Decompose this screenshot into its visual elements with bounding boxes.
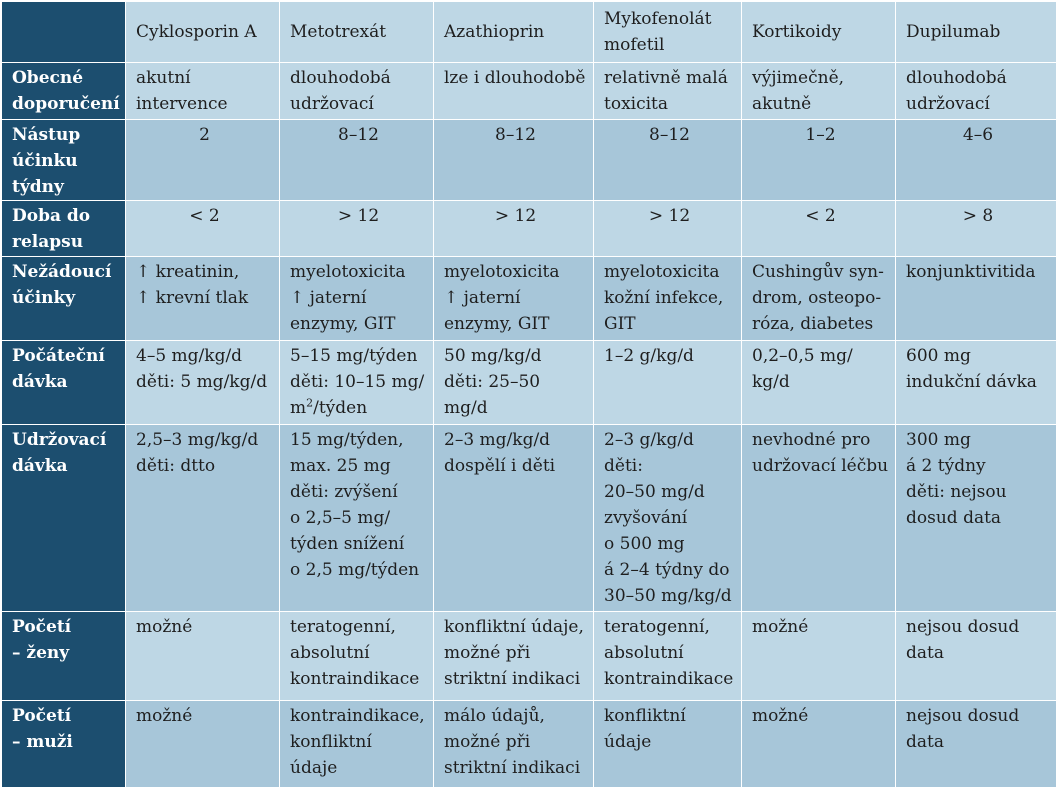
table-cell: 8–12 [434,120,594,201]
cell-line: konjunktivitida [906,262,1036,282]
column-header-line: Mykofenolát [604,9,712,29]
table-cell: 8–12 [594,120,742,201]
table-cell: < 2 [742,201,896,257]
table-cell [126,341,280,425]
table-row [2,120,1057,201]
cell-line: kg/d [752,372,790,392]
cell-line: 2–3 mg/kg/d [444,430,551,450]
cell-line: intervence [136,94,228,114]
table-cell [280,257,434,341]
cell-line: o 500 mg [604,534,685,554]
table-cell [896,425,1057,612]
cell-line: mg/d [444,398,488,418]
table-cell [594,701,742,788]
column-header: Cyklosporin A [126,2,280,63]
cell-line: týden snížení [290,534,405,554]
table-cell [896,341,1057,425]
cell-line: myelotoxicita [290,262,406,282]
table-row [2,425,1057,612]
cell-line: 600 mg [906,346,971,366]
cell-line: Nežádoucí [12,262,112,282]
row-header [2,425,126,612]
table-cell [896,701,1057,788]
table-cell: 1–2 [742,120,896,201]
superscript: 2 [306,396,314,410]
cell-line: myelotoxicita [444,262,560,282]
table-cell: 4–6 [896,120,1057,201]
table-cell: > 12 [280,201,434,257]
table-cell [434,701,594,788]
cell-line: lze i dlouhodobě [444,68,586,88]
cell-line: konfliktní [290,732,372,752]
cell-line: udržovací [906,94,990,114]
cell-line: děti: 5 mg/kg/d [136,372,268,392]
table-cell [126,701,280,788]
cell-line: konfliktní údaje, [444,617,584,637]
cell-line: kontraindikace [604,669,734,689]
cell-line: akutní [136,68,191,88]
cell-line: možné [752,706,809,726]
table-cell [280,425,434,612]
table-cell [594,612,742,701]
table-row [2,612,1057,701]
cell-line: toxicita [604,94,669,114]
cell-line: GIT [604,314,636,334]
table-cell [594,425,742,612]
cell-line: ↑ jaterní [290,288,367,308]
table-row [2,201,1057,257]
cell-line: možné [136,706,193,726]
cell-line: 2–3 g/kg/d [604,430,694,450]
cell-line: 15 mg/týden, [290,430,404,450]
table-cell [434,257,594,341]
row-header [2,257,126,341]
cell-line: údaje [604,732,652,752]
column-header: Azathioprin [434,2,594,63]
cell-line: děti: dtto [136,456,216,476]
column-header: Dupilumab [896,2,1057,63]
table-cell [126,425,280,612]
cell-line: 5–15 mg/týden [290,346,418,366]
row-header [2,701,126,788]
cell-line: á 2–4 týdny do [604,560,730,580]
treatment-comparison-table [1,1,1057,788]
table-cell [126,612,280,701]
row-header [2,120,126,201]
table-cell [280,341,434,425]
cell-line: Počáteční [12,346,105,366]
cell-line: Obecné [12,68,84,88]
table-cell [594,341,742,425]
table-cell [280,612,434,701]
table-cell [594,257,742,341]
cell-line: Početí [12,617,72,637]
table-cell [896,257,1057,341]
cell-line: – muži [12,732,73,752]
cell-line: údaje [290,758,338,778]
cell-line: relapsu [12,232,84,252]
cell-line: striktní indikaci [444,758,581,778]
cell-line: 0,2–0,5 mg/ [752,346,853,366]
table-row [2,63,1057,120]
cell-line: ↑ kreatinin, [136,262,240,282]
cell-line: 300 mg [906,430,971,450]
cell-line: data [906,643,944,663]
cell-line: udržovací [290,94,374,114]
cell-line: zvyšování [604,508,688,528]
cell-line: data [906,732,944,752]
row-header [2,63,126,120]
cell-line: róza, diabetes [752,314,874,334]
table-cell [434,612,594,701]
table-cell [742,612,896,701]
row-header [2,341,126,425]
cell-line: 1–2 g/kg/d [604,346,694,366]
column-header [594,2,742,63]
cell-line: striktní indikaci [444,669,581,689]
cell-line: málo údajů, [444,706,545,726]
table-row [2,701,1057,788]
cell-line: děti: [604,456,643,476]
cell-line: enzymy, GIT [444,314,550,334]
cell-line: konfliktní [604,706,686,726]
cell-line: kontraindikace [290,669,420,689]
cell-line: týdny [12,177,64,197]
cell-line: Doba do [12,206,91,226]
table-cell [742,257,896,341]
table-cell [434,425,594,612]
cell-line: děti: zvýšení [290,482,398,502]
table-cell: 8–12 [280,120,434,201]
cell-line: možné při [444,732,531,752]
cell-line: nejsou dosud [906,617,1020,637]
cell-line: 2,5–3 mg/kg/d [136,430,259,450]
cell-line: děti: 10–15 mg/ [290,372,425,392]
cell-line: – ženy [12,643,70,663]
header-corner-cell [2,2,126,63]
table-row [2,257,1057,341]
cell-line: dospělí i děti [444,456,556,476]
cell-line: teratogenní, [290,617,396,637]
cell-line: myelotoxicita [604,262,720,282]
table-cell [126,63,280,120]
table-cell [742,701,896,788]
table-cell [896,612,1057,701]
cell-line: relativně malá [604,68,728,88]
cell-line: udržovací léčbu [752,456,889,476]
table-cell: > 12 [434,201,594,257]
table-cell [434,341,594,425]
cell-line: $m^2$/týden [290,396,368,418]
cell-line: 30–50 mg/kg/d [604,586,732,606]
table-cell [742,425,896,612]
column-header: Metotrexát [280,2,434,63]
table-cell [280,701,434,788]
table-cell: > 12 [594,201,742,257]
cell-line: 20–50 mg/d [604,482,705,502]
cell-line: možné [752,617,809,637]
cell-line: o 2,5–5 mg/ [290,508,391,528]
cell-line: absolutní [604,643,684,663]
cell-line: Nástup [12,125,81,145]
cell-line: drom, osteopo- [752,288,882,308]
cell-line: indukční dávka [906,372,1037,392]
table-cell [742,63,896,120]
cell-line: dávka [12,456,68,476]
cell-line: možné [136,617,193,637]
cell-line: 4–5 mg/kg/d [136,346,243,366]
table-cell: 2 [126,120,280,201]
table-cell: < 2 [126,201,280,257]
row-header [2,612,126,701]
column-header-line: mofetil [604,35,665,55]
cell-line: doporučení [12,94,120,114]
cell-line: účinku [12,151,78,171]
cell-line: možné při [444,643,531,663]
column-header: Kortikoidy [742,2,896,63]
cell-line: max. 25 mg [290,456,391,476]
cell-line: nejsou dosud [906,706,1020,726]
cell-line: dosud data [906,508,1002,528]
cell-line: ↑ jaterní [444,288,521,308]
cell-line: Početí [12,706,72,726]
table-cell [896,63,1057,120]
header-row [2,2,1057,63]
cell-line: 50 mg/kg/d [444,346,542,366]
cell-line: akutně [752,94,812,114]
cell-line: ↑ krevní tlak [136,288,249,308]
cell-line: teratogenní, [604,617,710,637]
row-header [2,201,126,257]
cell-line: kožní infekce, [604,288,724,308]
cell-line: Cushingův syn- [752,262,884,282]
cell-line: děti: nejsou [906,482,1007,502]
cell-line: účinky [12,288,76,308]
cell-line: á 2 týdny [906,456,986,476]
cell-line: kontraindikace, [290,706,425,726]
cell-line: dávka [12,372,68,392]
cell-line: o 2,5 mg/týden [290,560,420,580]
table-cell [434,63,594,120]
table-row [2,341,1057,425]
table-cell [742,341,896,425]
table-cell: > 8 [896,201,1057,257]
table-cell [126,257,280,341]
cell-line: děti: 25–50 [444,372,541,392]
cell-line: Udržovací [12,430,107,450]
table-cell [280,63,434,120]
cell-line: dlouhodobá [906,68,1007,88]
cell-line: výjimečně, [752,68,845,88]
table-cell [594,63,742,120]
cell-line: dlouhodobá [290,68,391,88]
cell-line: absolutní [290,643,370,663]
cell-line: nevhodné pro [752,430,871,450]
cell-line: enzymy, GIT [290,314,396,334]
